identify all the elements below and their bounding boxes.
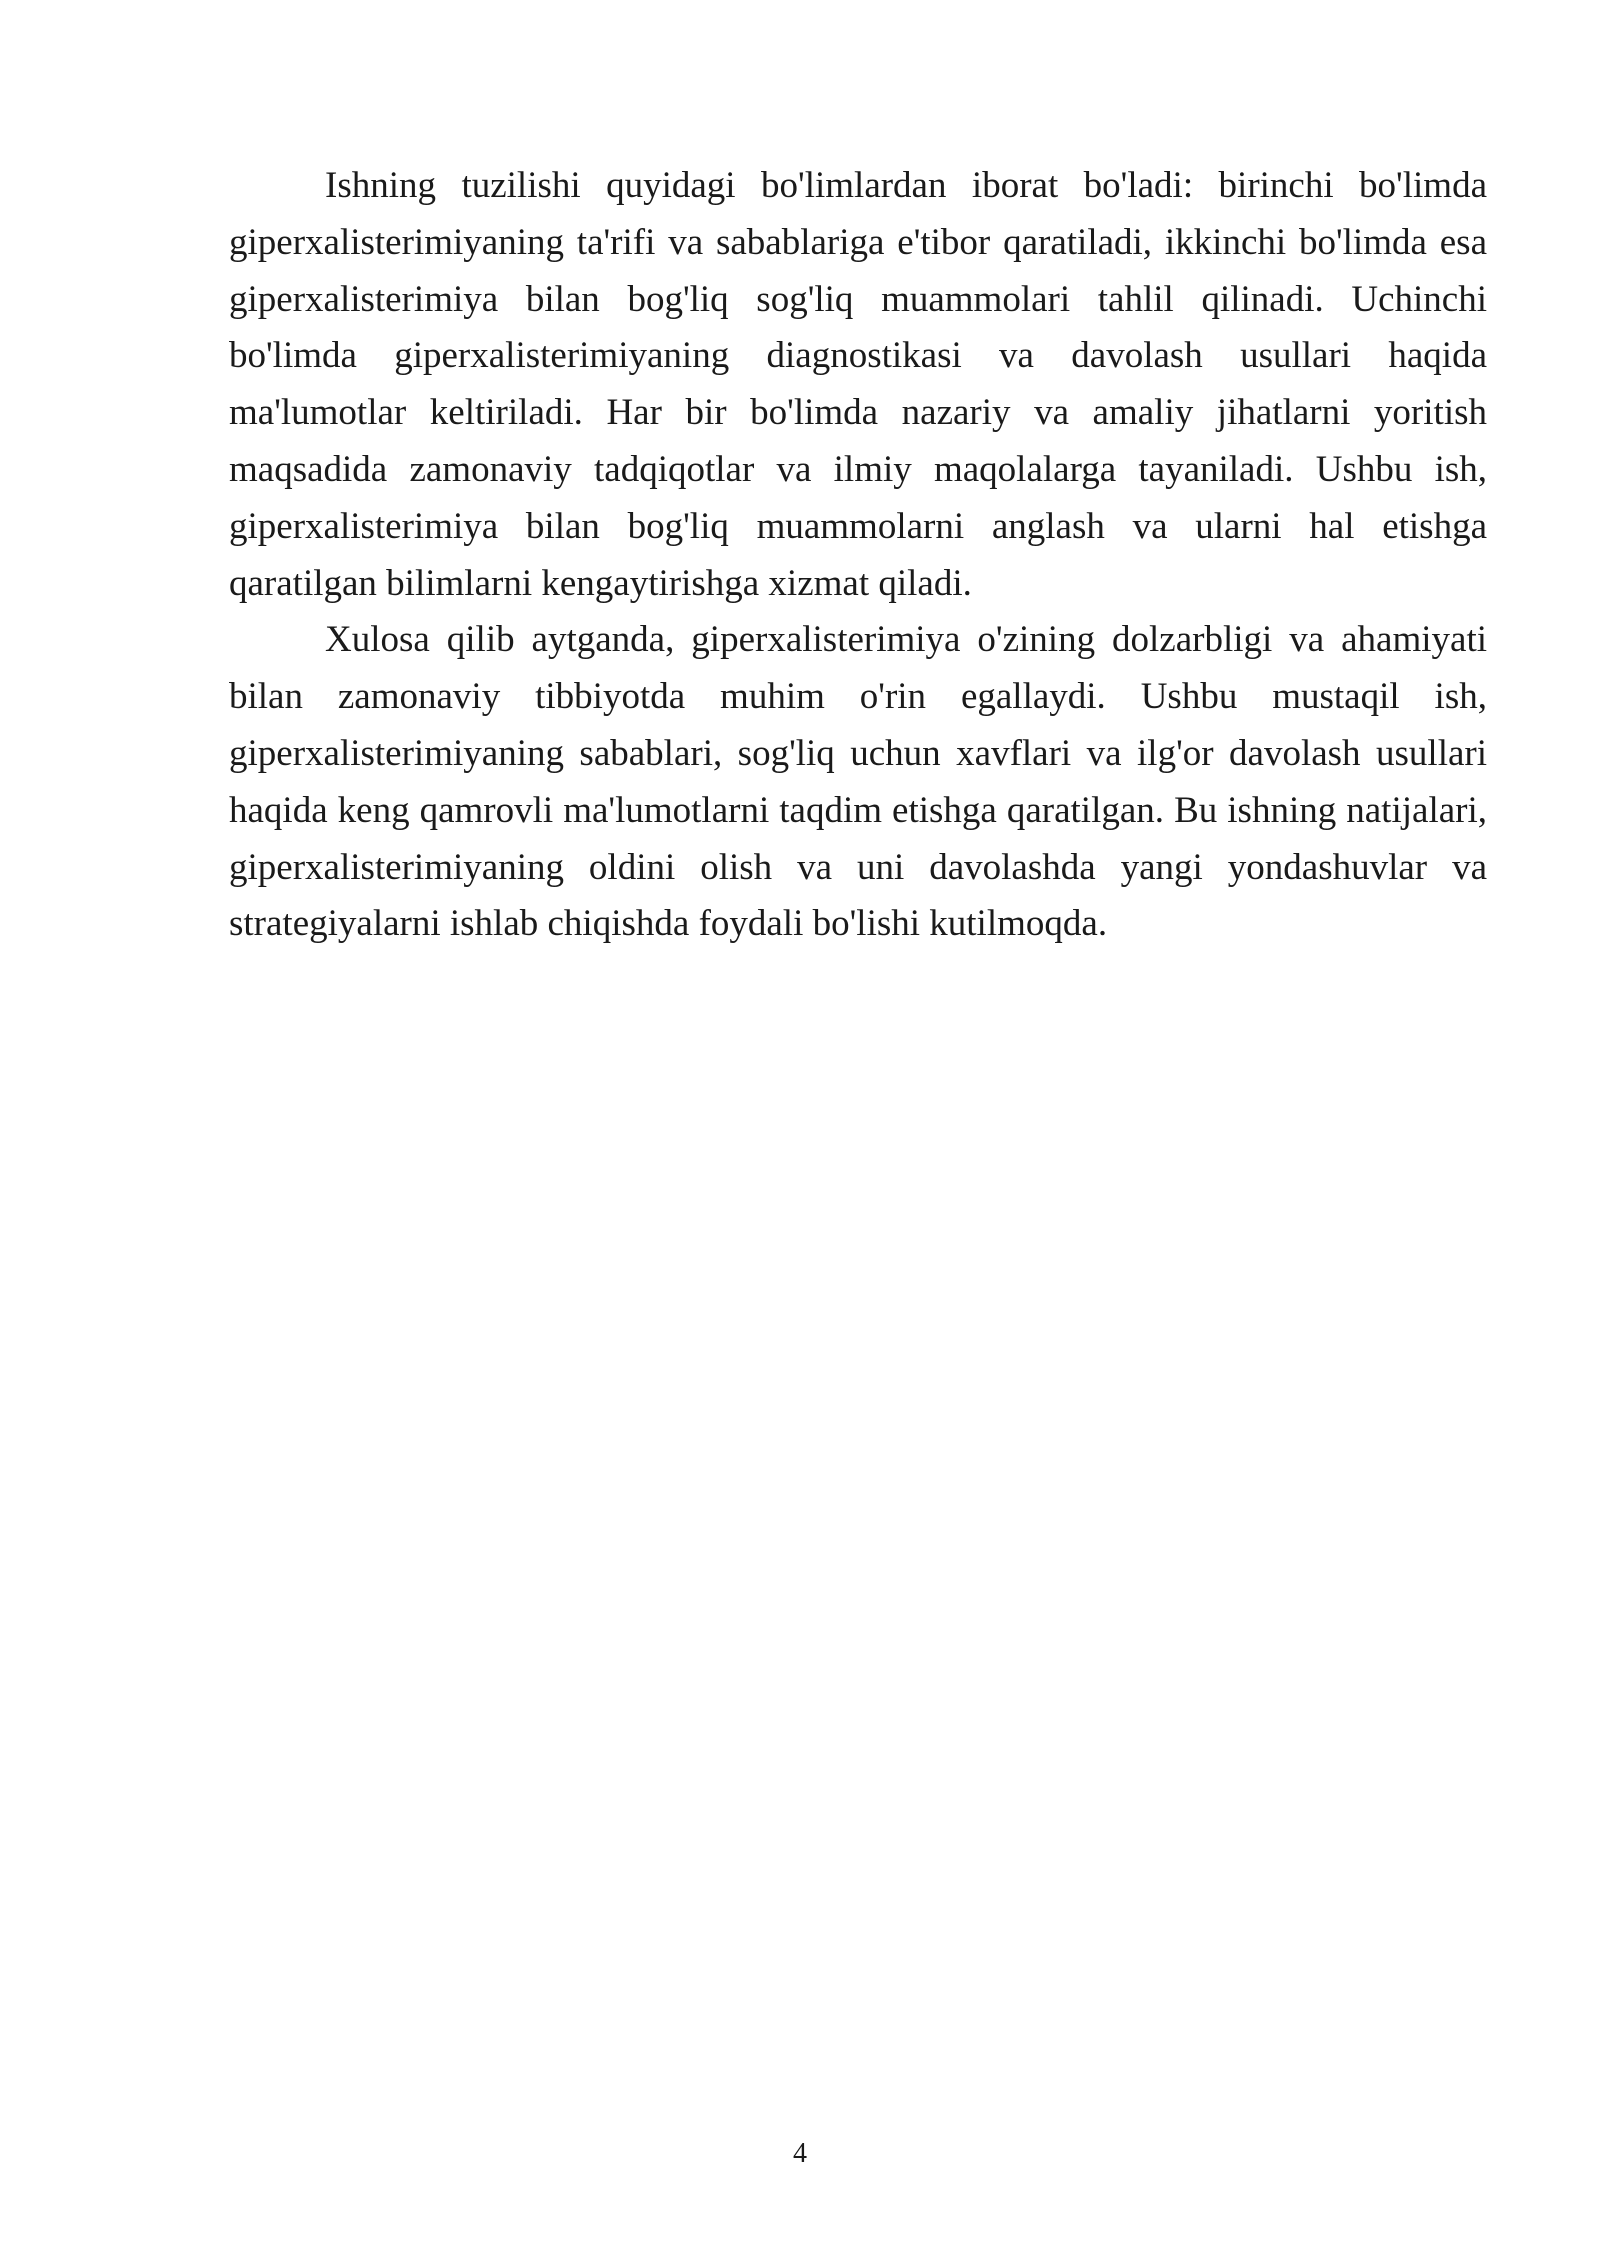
page-number: 4 — [793, 2138, 807, 2169]
paragraph-structure: Ishning tuzilishi quyidagi bo'limlardan iborat bo'ladi: birinchi bo'limda giperxalisterimiyaning ta'rifi va sabablariga e'tibor qaratiladi, ikkinchi bo'limda esa giperxalisterimiya bilan bog'liq sog'liq muammolari tahlil qilinadi. Uchinchi bo'limda giperxalisterimiyaning diagnostikasi va davolash usullari haqida ma'lumotlar keltiriladi. Har bir bo'limda nazariy va amaliy jihatlarni yoritish maqsadida zamonaviy tadqiqotlar va ilmiy maqolalarga tayaniladi. Ushbu ish, giperxalisterimiya bilan bog'liq muammolarni anglash va ularni hal etishga qaratilgan bilimlarni kengaytirishga xizmat qiladi. — [229, 165, 1487, 604]
paragraph-conclusion: Xulosa qilib aytganda, giperxalisterimiya o'zining dolzarbligi va ahamiyati bilan zamonaviy tibbiyotda muhim o'rin egallaydi. Ushbu mustaqil ish, giperxalisterimiyaning sabablari, sog'liq uchun xavflari va ilg'or davolash usullari haqida keng qamrovli ma'lumotlarni taqdim etishga qaratilgan. Bu ishning natijalari, giperxalisterimiyaning oldini olish va uni davolashda yangi yondashuvlar va strategiyalarni ishlab chiqishda foydali bo'lishi kutilmoqda. — [229, 619, 1487, 945]
body-text — [229, 158, 1487, 953]
